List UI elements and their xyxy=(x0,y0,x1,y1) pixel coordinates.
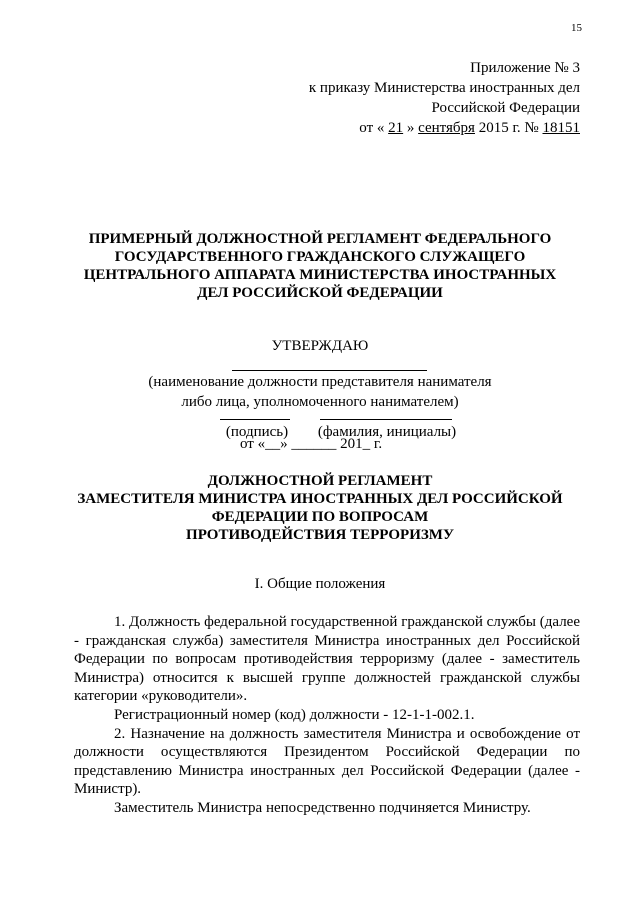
paragraph: 2. Назначение на должность заместителя Министра и освобождение от должности осуществляются Президентом Российской Федерации по представлению Министра иностранных дел Российской Федерации (далее - Министр). xyxy=(74,725,580,798)
signature-line xyxy=(220,419,290,420)
title-line: ДЕЛ РОССИЙСКОЙ ФЕДЕРАЦИИ xyxy=(197,285,443,301)
paragraph: Регистрационный номер (код) должности - 12-1-1-002.1. xyxy=(114,706,475,723)
appendix-number: Приложение № 3 xyxy=(470,60,580,76)
date-mid: » xyxy=(403,120,419,136)
name-line xyxy=(320,419,452,420)
name-caption: (фамилия, инициалы) xyxy=(317,424,457,440)
position-caption xyxy=(110,372,530,412)
date-year: 2015 г. № xyxy=(474,120,543,136)
date-day: 21 xyxy=(388,120,404,136)
signature-caption: (подпись) xyxy=(225,424,289,440)
document-subtitle xyxy=(60,472,580,544)
appendix-date-line xyxy=(309,118,580,138)
subtitle-line: ПРОТИВОДЕЙСТВИЯ ТЕРРОРИЗМУ xyxy=(186,527,454,543)
title-line: ПРИМЕРНЫЙ ДОЛЖНОСТНОЙ РЕГЛАМЕНТ ФЕДЕРАЛЬНОГО xyxy=(88,231,552,247)
title-line: ГОСУДАРСТВЕННОГО ГРАЖДАНСКОГО СЛУЖАЩЕГО xyxy=(114,249,526,265)
paragraph: 1. Должность федеральной государственной гражданской службы (далее - гражданская служба) заместителя Министра иностранных дел Российской Федерации по вопросам противодействия терроризму (далее - заместитель Министра) относится к высшей группе должностей гражданской службы категории «руководители». xyxy=(74,614,580,705)
subtitle-line: ФЕДЕРАЦИИ ПО ВОПРОСАМ xyxy=(211,509,429,525)
subtitle-line: ДОЛЖНОСТНОЙ РЕГЛАМЕНТ xyxy=(207,473,433,489)
subtitle-line: ЗАМЕСТИТЕЛЯ МИНИСТРА ИНОСТРАННЫХ ДЕЛ РОССИЙСКОЙ xyxy=(77,491,563,507)
page-number: 15 xyxy=(571,22,582,34)
order-number: 18151 xyxy=(542,120,580,136)
title-line: ЦЕНТРАЛЬНОГО АППАРАТА МИНИСТЕРСТВА ИНОСТРАННЫХ xyxy=(83,267,557,283)
appendix-order-ref: к приказу Министерства иностранных дел xyxy=(308,80,580,96)
position-caption-line: (наименование должности представителя нанимателя xyxy=(148,374,492,390)
document-title xyxy=(60,230,580,302)
section-heading: I. Общие положения xyxy=(254,576,386,592)
date-month: сентября xyxy=(418,120,475,136)
appendix-block xyxy=(309,58,580,138)
position-signature-line xyxy=(232,370,427,371)
paragraph: Заместитель Министра непосредственно подчиняется Министру. xyxy=(114,799,531,816)
date-prefix: от « xyxy=(359,120,389,136)
appendix-country: Российской Федерации xyxy=(431,100,580,116)
body-text xyxy=(74,613,580,818)
approval-date-line: от «__» ______ 201_ г. xyxy=(240,436,383,452)
position-caption-line: либо лица, уполномоченного нанимателем) xyxy=(181,394,459,410)
approval-heading: УТВЕРЖДАЮ xyxy=(271,338,369,354)
